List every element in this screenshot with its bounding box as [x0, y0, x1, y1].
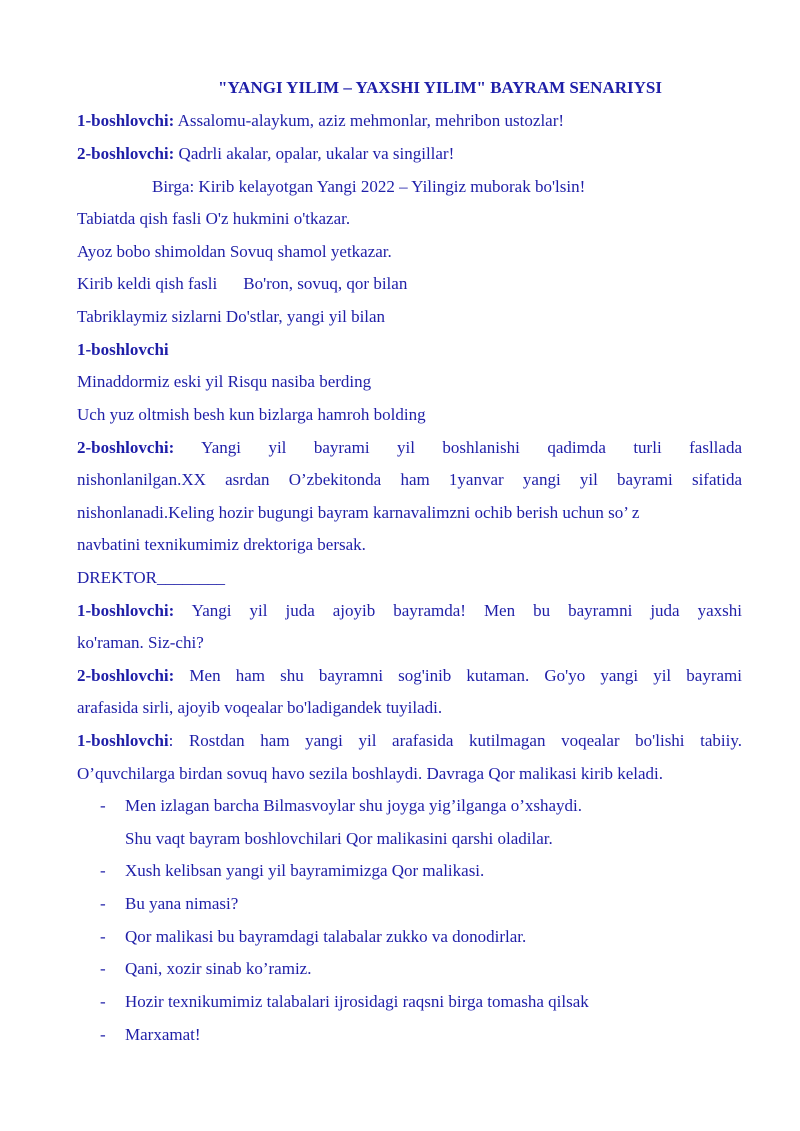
list-item: Men izlagan barcha Bilmasvoylar shu joyga yig’ilganga o’xshaydi.: [125, 796, 582, 815]
dialogue-line: [77, 601, 742, 621]
dialogue-line: [77, 144, 742, 164]
line-text: : Rostdan ham yangi yil arafasida kutilmagan voqealar bo'lishi tabiiy.: [168, 731, 742, 750]
speaker-label: 1-boshlovchi:: [77, 601, 175, 620]
list-item: Bu yana nimasi?: [125, 894, 239, 913]
list-dash: -: [100, 894, 106, 913]
poem-line: Minaddormiz eski yil Risqu nasiba berding: [77, 372, 372, 391]
list-item: Xush kelibsan yangi yil bayramimizga Qor malikasi.: [125, 861, 485, 880]
speaker-label: 1-boshlovchi: [77, 731, 169, 750]
speaker-label: 1-boshlovchi:: [77, 111, 175, 130]
line-text: Men ham shu bayramni sog'inib kutaman. Go'yo yangi yil bayrami: [174, 666, 742, 685]
dialogue-line: nishonlanadi.Keling hozir bugungi bayram karnavalimzni ochib berish uchun so’ z: [77, 503, 640, 522]
speaker-label: 2-boshlovchi:: [77, 666, 175, 685]
dialogue-line: [77, 438, 742, 458]
dialogue-line: Birga: Kirib kelayotgan Yangi 2022 – Yilingiz muborak bo'lsin!: [152, 177, 586, 196]
list-dash: -: [100, 927, 106, 946]
dialogue-line: O’quvchilarga birdan sovuq havo sezila boshlaydi. Davraga Qor malikasi kirib keladi.: [77, 764, 664, 783]
list-item: Shu vaqt bayram boshlovchilari Qor malikasini qarshi oladilar.: [125, 829, 553, 848]
list-dash: -: [100, 796, 106, 815]
dialogue-line: nishonlanilgan.XX asrdan O’zbekitonda ham 1yanvar yangi yil bayrami sifatida: [77, 470, 742, 489]
line-text: Qadrli akalar, opalar, ukalar va singillar!: [174, 144, 455, 163]
list-item: Hozir texnikumimiz talabalari ijrosidagi raqsni birga tomasha qilsak: [125, 992, 589, 1011]
line-text: Kirib keldi qish fasli: [77, 274, 218, 293]
line-text: Yangi yil juda ajoyib bayramda! Men bu bayramni juda yaxshi: [174, 601, 742, 620]
dialogue-line: [77, 111, 742, 131]
director-line: DREKTOR________: [77, 568, 225, 587]
line-text: Assalomu-alaykum, aziz mehmonlar, mehribon ustozlar!: [174, 111, 565, 130]
poem-line: Ayoz bobo shimoldan Sovuq shamol yetkazar.: [77, 242, 392, 261]
dialogue-line: arafasida sirli, ajoyib voqealar bo'ladigandek tuyiladi.: [77, 698, 443, 717]
dialogue-line: [77, 340, 742, 360]
poem-line: Uch yuz oltmish besh kun bizlarga hamroh bolding: [77, 405, 426, 424]
list-dash: -: [100, 959, 106, 978]
list-item: Qani, xozir sinab ko’ramiz.: [125, 959, 312, 978]
list-dash: -: [100, 992, 106, 1011]
list-item: Marxamat!: [125, 1025, 201, 1044]
dialogue-line: [77, 666, 742, 686]
line-text: Yangi yil bayrami yil boshlanishi qadimda turli fasllada: [174, 438, 742, 457]
document-title: "YANGI YILIM – YAXSHI YILIM" BAYRAM SENARIYSI: [218, 78, 662, 97]
dialogue-line: ko'raman. Siz-chi?: [77, 633, 204, 652]
poem-line: Tabriklaymiz sizlarni Do'stlar, yangi yil bilan: [77, 307, 386, 326]
dialogue-line: [77, 731, 742, 751]
poem-line: [77, 274, 742, 294]
speaker-label: 1-boshlovchi: [77, 340, 169, 359]
list-dash: -: [100, 861, 106, 880]
dialogue-line: navbatini texnikumimiz drektoriga bersak.: [77, 535, 366, 554]
line-text: Bo'ron, sovuq, qor bilan: [243, 274, 408, 293]
speaker-label: 2-boshlovchi:: [77, 144, 175, 163]
poem-line: Tabiatda qish fasli O'z hukmini o'tkazar.: [77, 209, 351, 228]
speaker-label: 2-boshlovchi:: [77, 438, 175, 457]
list-item: Qor malikasi bu bayramdagi talabalar zukko va donodirlar.: [125, 927, 527, 946]
list-dash: -: [100, 1025, 106, 1044]
